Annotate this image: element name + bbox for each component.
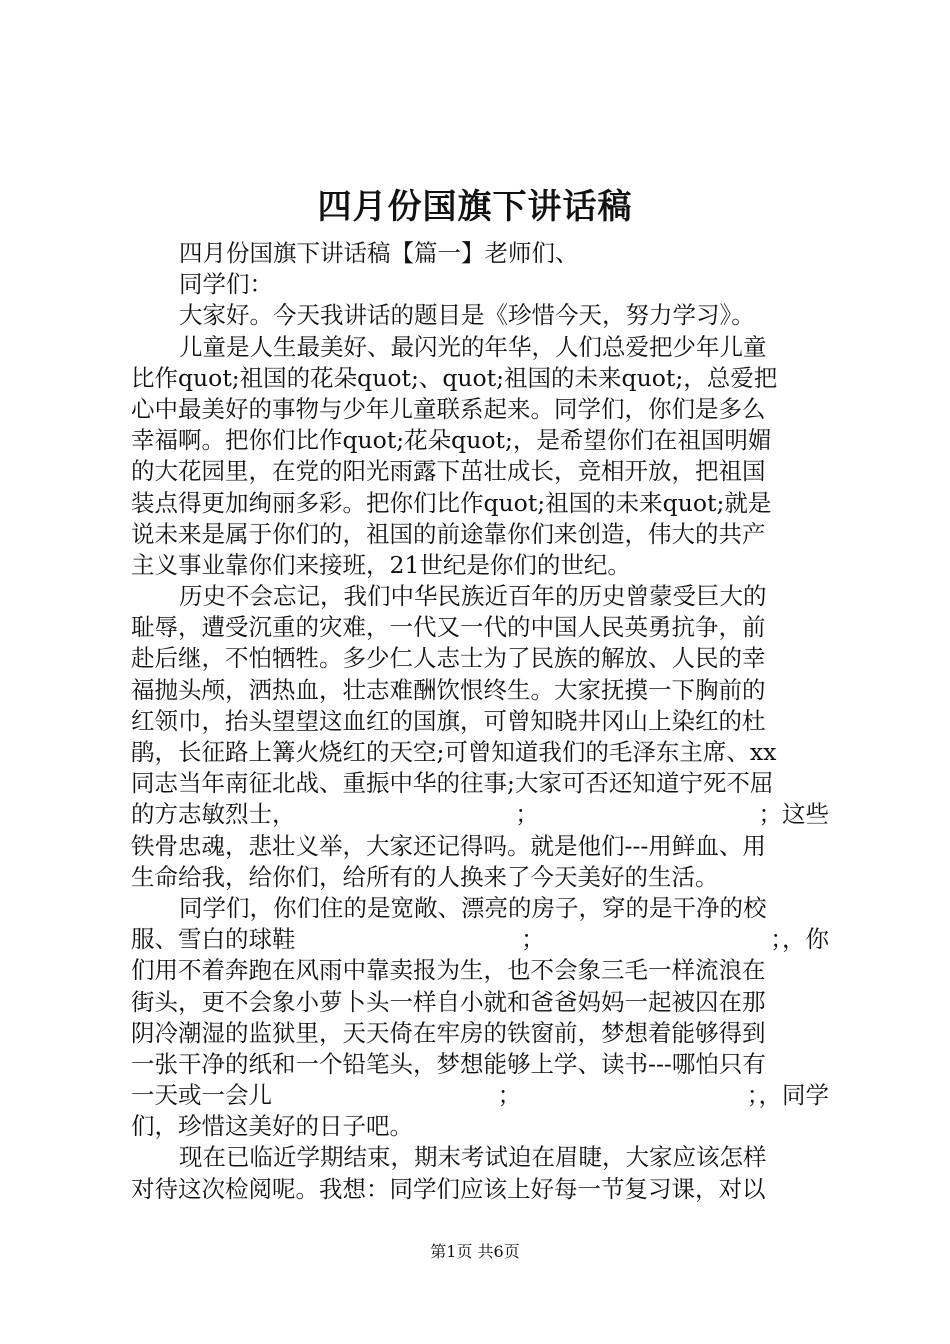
- text-line: 阴冷潮湿的监狱里，天天倚在牢房的铁窗前，梦想着能够得到: [131, 1018, 766, 1047]
- text-line: 对待这次检阅呢。我想：同学们应该上好每一节复习课，对以: [131, 1174, 766, 1203]
- document-title: 四月份国旗下讲话稿: [317, 187, 633, 227]
- text-line: 同学们：: [179, 270, 273, 299]
- spread-text-line: [131, 924, 829, 955]
- text-line: 耻辱，遭受沉重的灾难，一代又一代的中国人民英勇抗争，前: [131, 613, 766, 642]
- text-line: 大家好。今天我讲话的题目是《珍惜今天，努力学习》。: [179, 301, 755, 330]
- text-line: 红领巾，抬头望望这血红的国旗，可曾知晓井冈山上染红的杜: [131, 706, 766, 735]
- text-segment: ；: [515, 800, 539, 829]
- text-segment: 一天或一会儿: [131, 1081, 272, 1110]
- text-line: 一张干净的纸和一个铅笔头，梦想能够上学、读书---哪怕只有: [131, 1049, 766, 1078]
- spread-text-line: [131, 799, 829, 830]
- text-line: 们用不着奔跑在风雨中靠卖报为生，也不会象三毛一样流浪在: [131, 956, 766, 985]
- text-line: 心中最美好的事物与少年儿童联系起来。同学们，你们是多么: [131, 394, 766, 423]
- text-segment: ；，你: [770, 925, 829, 954]
- text-line: 历史不会忘记，我们中华民族近百年的历史曾蒙受巨大的: [179, 582, 767, 611]
- text-line: 幸福啊。把你们比作quot;花朵quot;，是希望你们在祖国明媚: [131, 426, 772, 455]
- text-line: 鹃，长征路上篝火烧红的天空;可曾知道我们的毛泽东主席、xx: [131, 738, 777, 766]
- document-body: [131, 238, 829, 1205]
- text-segment: ；: [497, 1081, 522, 1110]
- text-line: 现在已临近学期结束，期末考试迫在眉睫，大家应该怎样: [179, 1143, 767, 1172]
- text-line: 儿童是人生最美好、最闪光的年华，人们总爱把少年儿童: [179, 332, 767, 361]
- page-number-footer: 第1页 共6页: [430, 1242, 520, 1261]
- text-line: 主义事业靠你们来接班，21世纪是你们的世纪。: [131, 550, 631, 579]
- text-line: 的大花园里，在党的阳光雨露下茁壮成长，竞相开放，把祖国: [131, 457, 766, 486]
- text-line: 同志当年南征北战、重振中华的往事;大家可否还知道宁死不屈: [131, 769, 774, 798]
- text-line: 街头，更不会象小萝卜头一样自小就和爸爸妈妈一起被囚在那: [131, 987, 766, 1016]
- text-segment: 服、雪白的球鞋: [131, 925, 296, 954]
- text-line: 装点得更加绚丽多彩。把你们比作quot;祖国的未来quot;就是: [131, 488, 772, 517]
- text-line: 说未来是属于你们的，祖国的前途靠你们来创造，伟大的共产: [131, 519, 766, 548]
- text-segment: ；: [521, 925, 545, 954]
- text-line: 赴后继，不怕牺牲。多少仁人志士为了民族的解放、人民的幸: [131, 644, 766, 673]
- text-segment: 的方志敏烈士，: [131, 800, 296, 829]
- text-line: 福抛头颅，洒热血，壮志难酬饮恨终生。大家抚摸一下胸前的: [131, 675, 766, 704]
- spread-text-line: [131, 1080, 829, 1111]
- text-line: 铁骨忠魂，悲壮义举，大家还记得吗。就是他们---用鲜血、用: [131, 831, 766, 860]
- text-segment: ；这些: [758, 800, 829, 829]
- text-line: 生命给我，给你们，给所有的人换来了今天美好的生活。: [131, 862, 719, 891]
- text-segment: ；，同学: [746, 1081, 829, 1110]
- text-line: 们，珍惜这美好的日子吧。: [131, 1112, 413, 1141]
- text-line: 四月份国旗下讲话稿【篇一】老师们、: [179, 239, 579, 267]
- text-line: 比作quot;祖国的花朵quot;、quot;祖国的未来quot;，总爱把: [131, 363, 778, 392]
- text-line: 同学们，你们住的是宽敞、漂亮的房子，穿的是干净的校: [179, 893, 767, 922]
